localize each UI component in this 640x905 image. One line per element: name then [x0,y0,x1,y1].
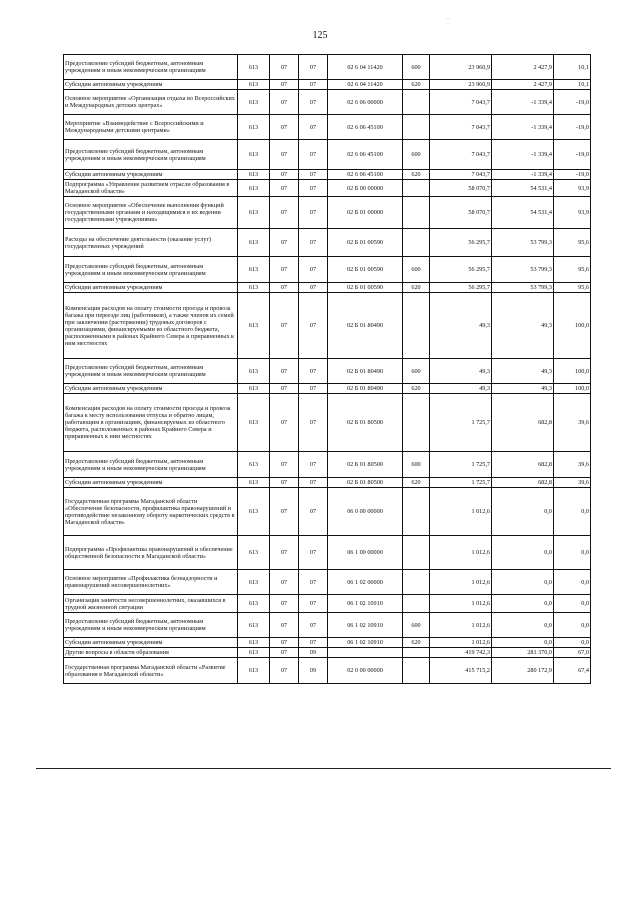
row-ministry-code: 613 [238,115,270,140]
row-percent-value: -19,0 [554,115,591,140]
row-target-code: 02 Б 01 80490 [328,359,403,384]
row-section-code: 07 [270,613,299,638]
row-section-code: 07 [270,293,299,359]
row-percent-value: 0,0 [554,638,591,648]
table-row [64,638,591,648]
row-ministry-code: 613 [238,140,270,170]
row-target-code: 06 1 02 00000 [328,570,403,595]
row-actual-value: 54 531,4 [492,180,554,197]
row-target-code: 02 Б 01 80500 [328,452,403,478]
table-row [64,55,591,80]
row-name: Другие вопросы в области образования [64,648,238,658]
row-actual-value: 0,0 [492,488,554,536]
row-plan-value: 49,3 [430,359,492,384]
row-section-code: 07 [270,283,299,293]
row-expense-type: 620 [403,80,430,90]
row-actual-value: 2 427,9 [492,55,554,80]
row-actual-value: 53 799,3 [492,229,554,257]
row-actual-value: 0,0 [492,638,554,648]
row-actual-value: -1 339,4 [492,140,554,170]
row-plan-value: 1 012,6 [430,638,492,648]
row-subsection-code: 07 [299,293,328,359]
row-percent-value: 100,0 [554,293,591,359]
table-row [64,115,591,140]
table-row [64,197,591,229]
row-target-code: 02 Б 01 00590 [328,283,403,293]
row-subsection-code: 07 [299,359,328,384]
row-percent-value: 0,0 [554,488,591,536]
row-expense-type: 600 [403,359,430,384]
row-ministry-code: 613 [238,595,270,613]
row-expense-type: 620 [403,283,430,293]
row-ministry-code: 613 [238,384,270,394]
row-plan-value: 1 725,7 [430,452,492,478]
row-percent-value: 39,6 [554,452,591,478]
row-percent-value: 0,0 [554,613,591,638]
row-ministry-code: 613 [238,638,270,648]
bottom-rule [36,768,611,769]
row-plan-value: 56 295,7 [430,257,492,283]
row-section-code: 07 [270,257,299,283]
row-actual-value: 280 172,9 [492,658,554,684]
row-actual-value: 53 799,3 [492,283,554,293]
table-row [64,595,591,613]
budget-rows [64,55,591,684]
row-ministry-code: 613 [238,536,270,570]
row-expense-type [403,394,430,452]
row-subsection-code: 07 [299,595,328,613]
row-name: Организация занятости несовершеннолетних, оказавшихся в трудной жизненной ситуации [64,595,238,613]
row-name: Предоставление субсидий бюджетным, автономным учреждениям и иным некоммерческим организациям [64,257,238,283]
row-target-code: 06 1 02 10910 [328,638,403,648]
row-subsection-code: 07 [299,638,328,648]
row-plan-value: 58 070,7 [430,197,492,229]
row-plan-value: 49,3 [430,384,492,394]
row-section-code: 07 [270,452,299,478]
table-row [64,359,591,384]
row-percent-value: -19,0 [554,140,591,170]
row-percent-value: 95,6 [554,283,591,293]
row-name: Субсидии автономным учреждениям [64,283,238,293]
row-ministry-code: 613 [238,80,270,90]
row-name: Субсидии автономным учреждениям [64,384,238,394]
row-actual-value: 53 799,3 [492,257,554,283]
row-subsection-code: 07 [299,536,328,570]
row-section-code: 07 [270,638,299,648]
row-target-code: 02 6 06 45100 [328,115,403,140]
row-percent-value: 10,1 [554,80,591,90]
row-expense-type: 600 [403,613,430,638]
row-expense-type: 600 [403,257,430,283]
row-section-code: 07 [270,115,299,140]
row-ministry-code: 613 [238,283,270,293]
row-actual-value: 0,0 [492,595,554,613]
row-expense-type [403,648,430,658]
row-name: Предоставление субсидий бюджетным, автономным учреждениям и иным некоммерческим организациям [64,55,238,80]
row-target-code: 02 Б 01 00590 [328,229,403,257]
row-target-code: 06 1 02 10910 [328,613,403,638]
row-percent-value: 67,0 [554,648,591,658]
row-percent-value: 100,0 [554,359,591,384]
row-target-code: 06 0 00 00000 [328,488,403,536]
row-actual-value: 682,8 [492,478,554,488]
row-percent-value: -19,0 [554,90,591,115]
row-subsection-code: 07 [299,140,328,170]
table-row [64,478,591,488]
corner-mark: - [447,16,449,22]
row-section-code: 07 [270,648,299,658]
row-expense-type: 600 [403,452,430,478]
row-expense-type [403,180,430,197]
table-row [64,180,591,197]
row-subsection-code: 07 [299,170,328,180]
row-expense-type: 620 [403,478,430,488]
row-ministry-code: 613 [238,478,270,488]
row-section-code: 07 [270,80,299,90]
table-row [64,648,591,658]
row-ministry-code: 613 [238,613,270,638]
row-plan-value: 1 012,6 [430,536,492,570]
row-ministry-code: 613 [238,170,270,180]
row-section-code: 07 [270,197,299,229]
row-subsection-code: 07 [299,90,328,115]
row-target-code: 06 1 02 10910 [328,595,403,613]
row-plan-value: 7 043,7 [430,90,492,115]
page-number: 125 [312,30,328,41]
row-target-code: 02 Б 00 00000 [328,180,403,197]
row-plan-value: 23 960,9 [430,80,492,90]
table-row [64,293,591,359]
row-name: Основное мероприятие «Организация отдыха во Всероссийских и Международных детских центрах» [64,90,238,115]
row-name: Субсидии автономным учреждениям [64,80,238,90]
row-subsection-code: 07 [299,394,328,452]
row-percent-value: 39,6 [554,478,591,488]
row-subsection-code: 09 [299,648,328,658]
row-section-code: 07 [270,536,299,570]
row-plan-value: 1 012,6 [430,595,492,613]
row-expense-type [403,197,430,229]
row-target-code: 02 6 06 00000 [328,90,403,115]
row-section-code: 07 [270,394,299,452]
row-name: Предоставление субсидий бюджетным, автономным учреждениям и иным некоммерческим организациям [64,140,238,170]
row-plan-value: 56 295,7 [430,283,492,293]
row-name: Основное мероприятие «Профилактика безнадзорности и правонарушений несовершеннолетних» [64,570,238,595]
row-expense-type [403,90,430,115]
row-expense-type [403,570,430,595]
row-expense-type: 600 [403,55,430,80]
row-section-code: 07 [270,90,299,115]
row-section-code: 07 [270,359,299,384]
row-target-code: 02 Б 01 80490 [328,293,403,359]
row-actual-value: -1 339,4 [492,170,554,180]
row-subsection-code: 07 [299,384,328,394]
row-target-code: 02 6 04 11420 [328,80,403,90]
row-name: Расходы на обеспечение деятельности (оказание услуг) государственных учреждений [64,229,238,257]
row-plan-value: 58 070,7 [430,180,492,197]
row-section-code: 07 [270,384,299,394]
row-target-code: 02 6 06 45100 [328,170,403,180]
row-percent-value: 100,0 [554,384,591,394]
row-name: Субсидии автономным учреждениям [64,478,238,488]
table-row [64,394,591,452]
row-target-code: 02 Б 01 00000 [328,197,403,229]
row-name: Компенсация расходов на оплату стоимости проезда и провоза багажа при переезде лиц (работников), а также членов их семей при заключении (расторжении) трудовых договоров с организациями, финансируемыми из областного бюджета, расположенными в районах Крайнего Севера и приравненных к ним местностях [64,293,238,359]
row-expense-type: 620 [403,170,430,180]
table-row [64,229,591,257]
table-row [64,140,591,170]
row-name: Предоставление субсидий бюджетным, автономным учреждениям и иным некоммерческим организациям [64,452,238,478]
row-expense-type [403,293,430,359]
row-section-code: 07 [270,170,299,180]
row-subsection-code: 07 [299,257,328,283]
row-percent-value: 0,0 [554,595,591,613]
row-expense-type [403,229,430,257]
table-row [64,257,591,283]
row-expense-type: 600 [403,140,430,170]
row-section-code: 07 [270,570,299,595]
table-row [64,80,591,90]
row-subsection-code: 07 [299,55,328,80]
row-plan-value: 56 295,7 [430,229,492,257]
row-percent-value: 93,9 [554,180,591,197]
row-name: Государственная программа Магаданской области «Обеспечение безопасности, профилактика правонарушений и противодействие незаконному обороту наркотических средств в Магаданской области» [64,488,238,536]
row-ministry-code: 613 [238,648,270,658]
row-percent-value: 0,0 [554,536,591,570]
row-name: Предоставление субсидий бюджетным, автономным учреждениям и иным некоммерческим организациям [64,359,238,384]
row-actual-value: 281 370,0 [492,648,554,658]
budget-table [63,54,591,684]
row-plan-value: 1 725,7 [430,478,492,488]
row-ministry-code: 613 [238,257,270,283]
row-plan-value: 1 012,6 [430,613,492,638]
row-plan-value: 415 715,2 [430,658,492,684]
row-target-code: 02 0 00 00000 [328,658,403,684]
row-plan-value: 1 012,6 [430,488,492,536]
row-ministry-code: 613 [238,180,270,197]
row-name: Подпрограмма «Управление развитием отрасли образования в Магаданской области» [64,180,238,197]
row-ministry-code: 613 [238,570,270,595]
row-section-code: 07 [270,595,299,613]
row-plan-value: 23 960,9 [430,55,492,80]
row-name: Субсидии автономным учреждениям [64,638,238,648]
row-section-code: 07 [270,229,299,257]
row-ministry-code: 613 [238,90,270,115]
row-plan-value: 419 742,3 [430,648,492,658]
row-subsection-code: 07 [299,229,328,257]
table-row [64,170,591,180]
row-target-code: 02 6 04 11420 [328,55,403,80]
row-ministry-code: 613 [238,293,270,359]
row-subsection-code: 09 [299,658,328,684]
row-percent-value: 39,6 [554,394,591,452]
row-percent-value: 0,0 [554,570,591,595]
row-actual-value: 54 531,4 [492,197,554,229]
table-row [64,90,591,115]
row-subsection-code: 07 [299,570,328,595]
row-target-code: 02 Б 01 80500 [328,478,403,488]
row-actual-value: 49,3 [492,359,554,384]
row-actual-value: 49,3 [492,293,554,359]
row-ministry-code: 613 [238,229,270,257]
row-name: Субсидии автономным учреждениям [64,170,238,180]
row-name: Подпрограмма «Профилактика правонарушений и обеспечение общественной безопасности в Магаданской области» [64,536,238,570]
row-name: Компенсация расходов на оплату стоимости проезда и провоза багажа к месту использования отпуска и обратно лицам, работающим в организациях, финансируемых из областного бюджета, расположенных в районах Крайнего Севера и приравненных к ним местностях [64,394,238,452]
row-target-code: 06 1 00 00000 [328,536,403,570]
row-percent-value: 95,6 [554,257,591,283]
row-plan-value: 7 043,7 [430,140,492,170]
row-section-code: 07 [270,140,299,170]
row-subsection-code: 07 [299,197,328,229]
row-expense-type: 620 [403,384,430,394]
row-actual-value: 682,8 [492,452,554,478]
row-subsection-code: 07 [299,80,328,90]
row-section-code: 07 [270,180,299,197]
row-ministry-code: 613 [238,658,270,684]
table-row [64,283,591,293]
table-row [64,570,591,595]
table-row [64,536,591,570]
row-percent-value: -19,0 [554,170,591,180]
row-ministry-code: 613 [238,359,270,384]
row-subsection-code: 07 [299,452,328,478]
row-target-code: 02 Б 01 00590 [328,257,403,283]
row-expense-type [403,488,430,536]
row-section-code: 07 [270,658,299,684]
row-name: Предоставление субсидий бюджетным, автономным учреждениям и иным некоммерческим организациям [64,613,238,638]
row-percent-value: 95,6 [554,229,591,257]
row-plan-value: 7 043,7 [430,170,492,180]
row-ministry-code: 613 [238,488,270,536]
row-section-code: 07 [270,55,299,80]
row-target-code [328,648,403,658]
row-target-code: 02 Б 01 80500 [328,394,403,452]
table-row [64,658,591,684]
row-actual-value: 0,0 [492,536,554,570]
row-name: Основное мероприятие «Обеспечение выполнения функций государственными органами и находящимися в их ведении государственными учреждениями» [64,197,238,229]
row-subsection-code: 07 [299,613,328,638]
row-actual-value: -1 339,4 [492,115,554,140]
table-row [64,384,591,394]
row-plan-value: 1 012,6 [430,570,492,595]
row-expense-type: 620 [403,638,430,648]
row-plan-value: 1 725,7 [430,394,492,452]
row-percent-value: 10,1 [554,55,591,80]
row-target-code: 02 6 06 45100 [328,140,403,170]
row-ministry-code: 613 [238,452,270,478]
table-row [64,613,591,638]
row-subsection-code: 07 [299,283,328,293]
row-actual-value: 0,0 [492,570,554,595]
row-name: Мероприятие «Взаимодействие с Всероссийскими и Международными детскими центрами» [64,115,238,140]
row-actual-value: 49,3 [492,384,554,394]
row-subsection-code: 07 [299,478,328,488]
row-expense-type [403,658,430,684]
table-row [64,488,591,536]
row-subsection-code: 07 [299,488,328,536]
row-ministry-code: 613 [238,197,270,229]
row-subsection-code: 07 [299,180,328,197]
row-actual-value: 0,0 [492,613,554,638]
row-target-code: 02 Б 01 80490 [328,384,403,394]
row-expense-type [403,595,430,613]
row-subsection-code: 07 [299,115,328,140]
row-actual-value: 682,8 [492,394,554,452]
row-name: Государственная программа Магаданской области «Развитие образования в Магаданской области» [64,658,238,684]
row-section-code: 07 [270,488,299,536]
row-plan-value: 49,3 [430,293,492,359]
row-percent-value: 93,9 [554,197,591,229]
row-expense-type [403,536,430,570]
row-ministry-code: 613 [238,394,270,452]
row-percent-value: 67,4 [554,658,591,684]
table-row [64,452,591,478]
row-plan-value: 7 043,7 [430,115,492,140]
row-actual-value: -1 339,4 [492,90,554,115]
row-expense-type [403,115,430,140]
row-actual-value: 2 427,9 [492,80,554,90]
row-section-code: 07 [270,478,299,488]
row-ministry-code: 613 [238,55,270,80]
